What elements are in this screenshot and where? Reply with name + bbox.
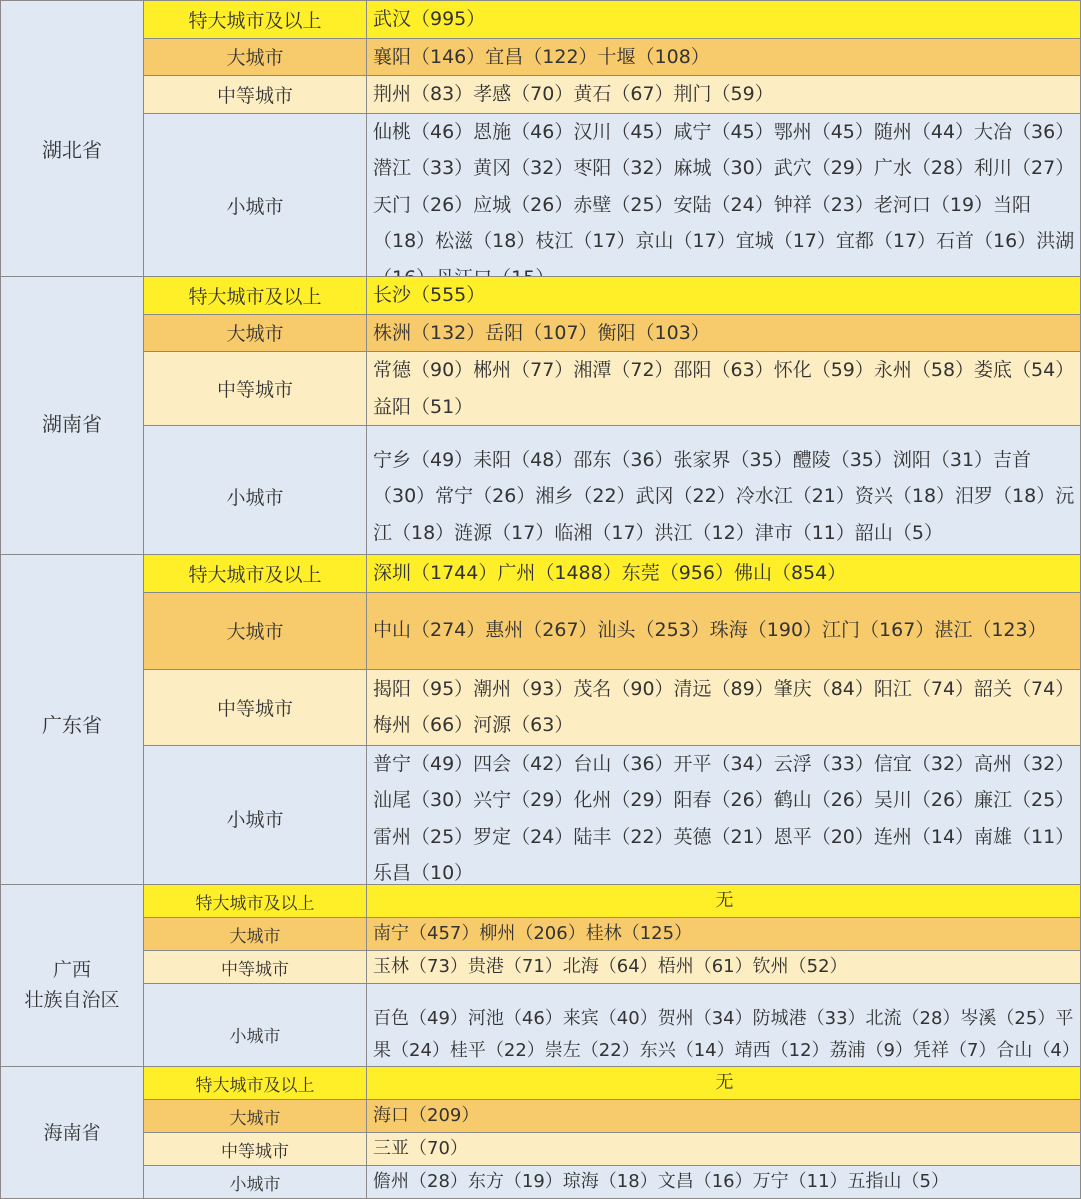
city-list: 仙桃（46）恩施（46）汉川（45）咸宁（45）鄂州（45）随州（44）大冶（36）潜江（33）黄冈（32）枣阳（32）麻城（30）武穴（29）广水（28）利川（27）天门（26）应城（26）赤壁（25）安陆（24）钟祥（23）老河口（19）当阳（18）松滋（18）枝江（17）京山（17）宜城（17）宜都（17）石首（16）洪湖 [367, 113, 1081, 297]
province-block-hubei [0, 0, 1081, 276]
province-block-hunan [0, 276, 1081, 554]
city-list: 百色（49）河池（46）来宾（40）贺州（34）防城港（33）北流（28）岑溪（25）平果（24）桂平（22）崇左（22）东兴（14）靖西（12）荔浦（9）凭祥（7）合山（4） [367, 984, 1081, 1086]
province-name-line1: 广西 [52, 959, 91, 981]
city-table [0, 0, 1081, 298]
city-list: 宁乡（49）耒阳（48）邵东（36）张家界（35）醴陵（35）浏阳（31）吉首（30）常宁（26）湘乡（22）武冈（22）冷水江（21）资兴（18）汨罗（18）沅江（18）涟源（17）临湘（17）洪江（12）津市（11）韶山（5） [367, 426, 1081, 568]
city-list: 中山（274）惠州（267）汕头（253）珠海（190）江门（167）湛江（123） [367, 592, 1081, 669]
city-table [0, 884, 1081, 1086]
province-block-guangxi [0, 884, 1081, 1066]
province-name: 湖南省 [1, 277, 144, 568]
city-list: 无 [367, 885, 1081, 918]
tier-label: 小城市 [144, 113, 367, 297]
city-list: 襄阳（146）宜昌（122）十堰（108） [367, 38, 1081, 76]
province-name [1, 885, 144, 1086]
tier-label: 特大城市及以上 [144, 555, 367, 593]
city-list: 普宁（49）四会（42）台山（36）开平（34）云浮（33）信宜（32）高州（32）汕尾（30）兴宁（29）化州（29）阳春（26）鹤山（26）吴川（26）廉江（25）雷州（25）罗定（24）陆丰（22）英德（21）恩平（20）连州（14）南雄（11）乐昌（10） [367, 745, 1081, 892]
city-list: 海口（209） [367, 1100, 1081, 1133]
tier-label: 中等城市 [144, 352, 367, 426]
city-list: 深圳（1744）广州（1488）东莞（956）佛山（854） [367, 555, 1081, 593]
tier-label: 特大城市及以上 [144, 1067, 367, 1100]
tier-label: 特大城市及以上 [144, 277, 367, 315]
city-list: 无 [367, 1067, 1081, 1100]
province-name: 海南省 [1, 1067, 144, 1199]
tier-label: 中等城市 [144, 76, 367, 114]
tier-label: 中等城市 [144, 669, 367, 745]
city-list: 株洲（132）岳阳（107）衡阳（103） [367, 314, 1081, 352]
tier-label: 小城市 [144, 745, 367, 892]
tier-label: 大城市 [144, 1100, 367, 1133]
province-name: 广东省 [1, 555, 144, 893]
tier-label: 大城市 [144, 314, 367, 352]
province-block-hainan [0, 1066, 1081, 1195]
city-list: 南宁（457）柳州（206）桂林（125） [367, 918, 1081, 951]
city-list: 玉林（73）贵港（71）北海（64）梧州（61）钦州（52） [367, 951, 1081, 984]
city-list: 长沙（555） [367, 277, 1081, 315]
city-list: 揭阳（95）潮州（93）茂名（90）清远（89）肇庆（84）阳江（74）韶关（74）梅州（66）河源（63） [367, 669, 1081, 745]
tier-label: 特大城市及以上 [144, 1, 367, 39]
province-name-line2: 壮族自治区 [24, 989, 120, 1011]
city-table [0, 1066, 1081, 1199]
tier-label: 大城市 [144, 918, 367, 951]
tier-label: 中等城市 [144, 1133, 367, 1166]
city-list: 三亚（70） [367, 1133, 1081, 1166]
city-table [0, 554, 1081, 893]
tier-label: 特大城市及以上 [144, 885, 367, 918]
province-block-guangdong [0, 554, 1081, 884]
tier-label: 大城市 [144, 592, 367, 669]
tier-label: 小城市 [144, 426, 367, 568]
city-list: 常德（90）郴州（77）湘潭（72）邵阳（63）怀化（59）永州（58）娄底（54）益阳（51） [367, 352, 1081, 426]
city-table [0, 276, 1081, 568]
tier-label: 中等城市 [144, 951, 367, 984]
tier-label: 小城市 [144, 984, 367, 1086]
city-list: 儋州（28）东方（19）琼海（18）文昌（16）万宁（11）五指山（5） [367, 1166, 1081, 1199]
city-list: 武汉（995） [367, 1, 1081, 39]
city-list: 荆州（83）孝感（70）黄石（67）荆门（59） [367, 76, 1081, 114]
tier-label: 小城市 [144, 1166, 367, 1199]
tier-label: 大城市 [144, 38, 367, 76]
province-name: 湖北省 [1, 1, 144, 298]
